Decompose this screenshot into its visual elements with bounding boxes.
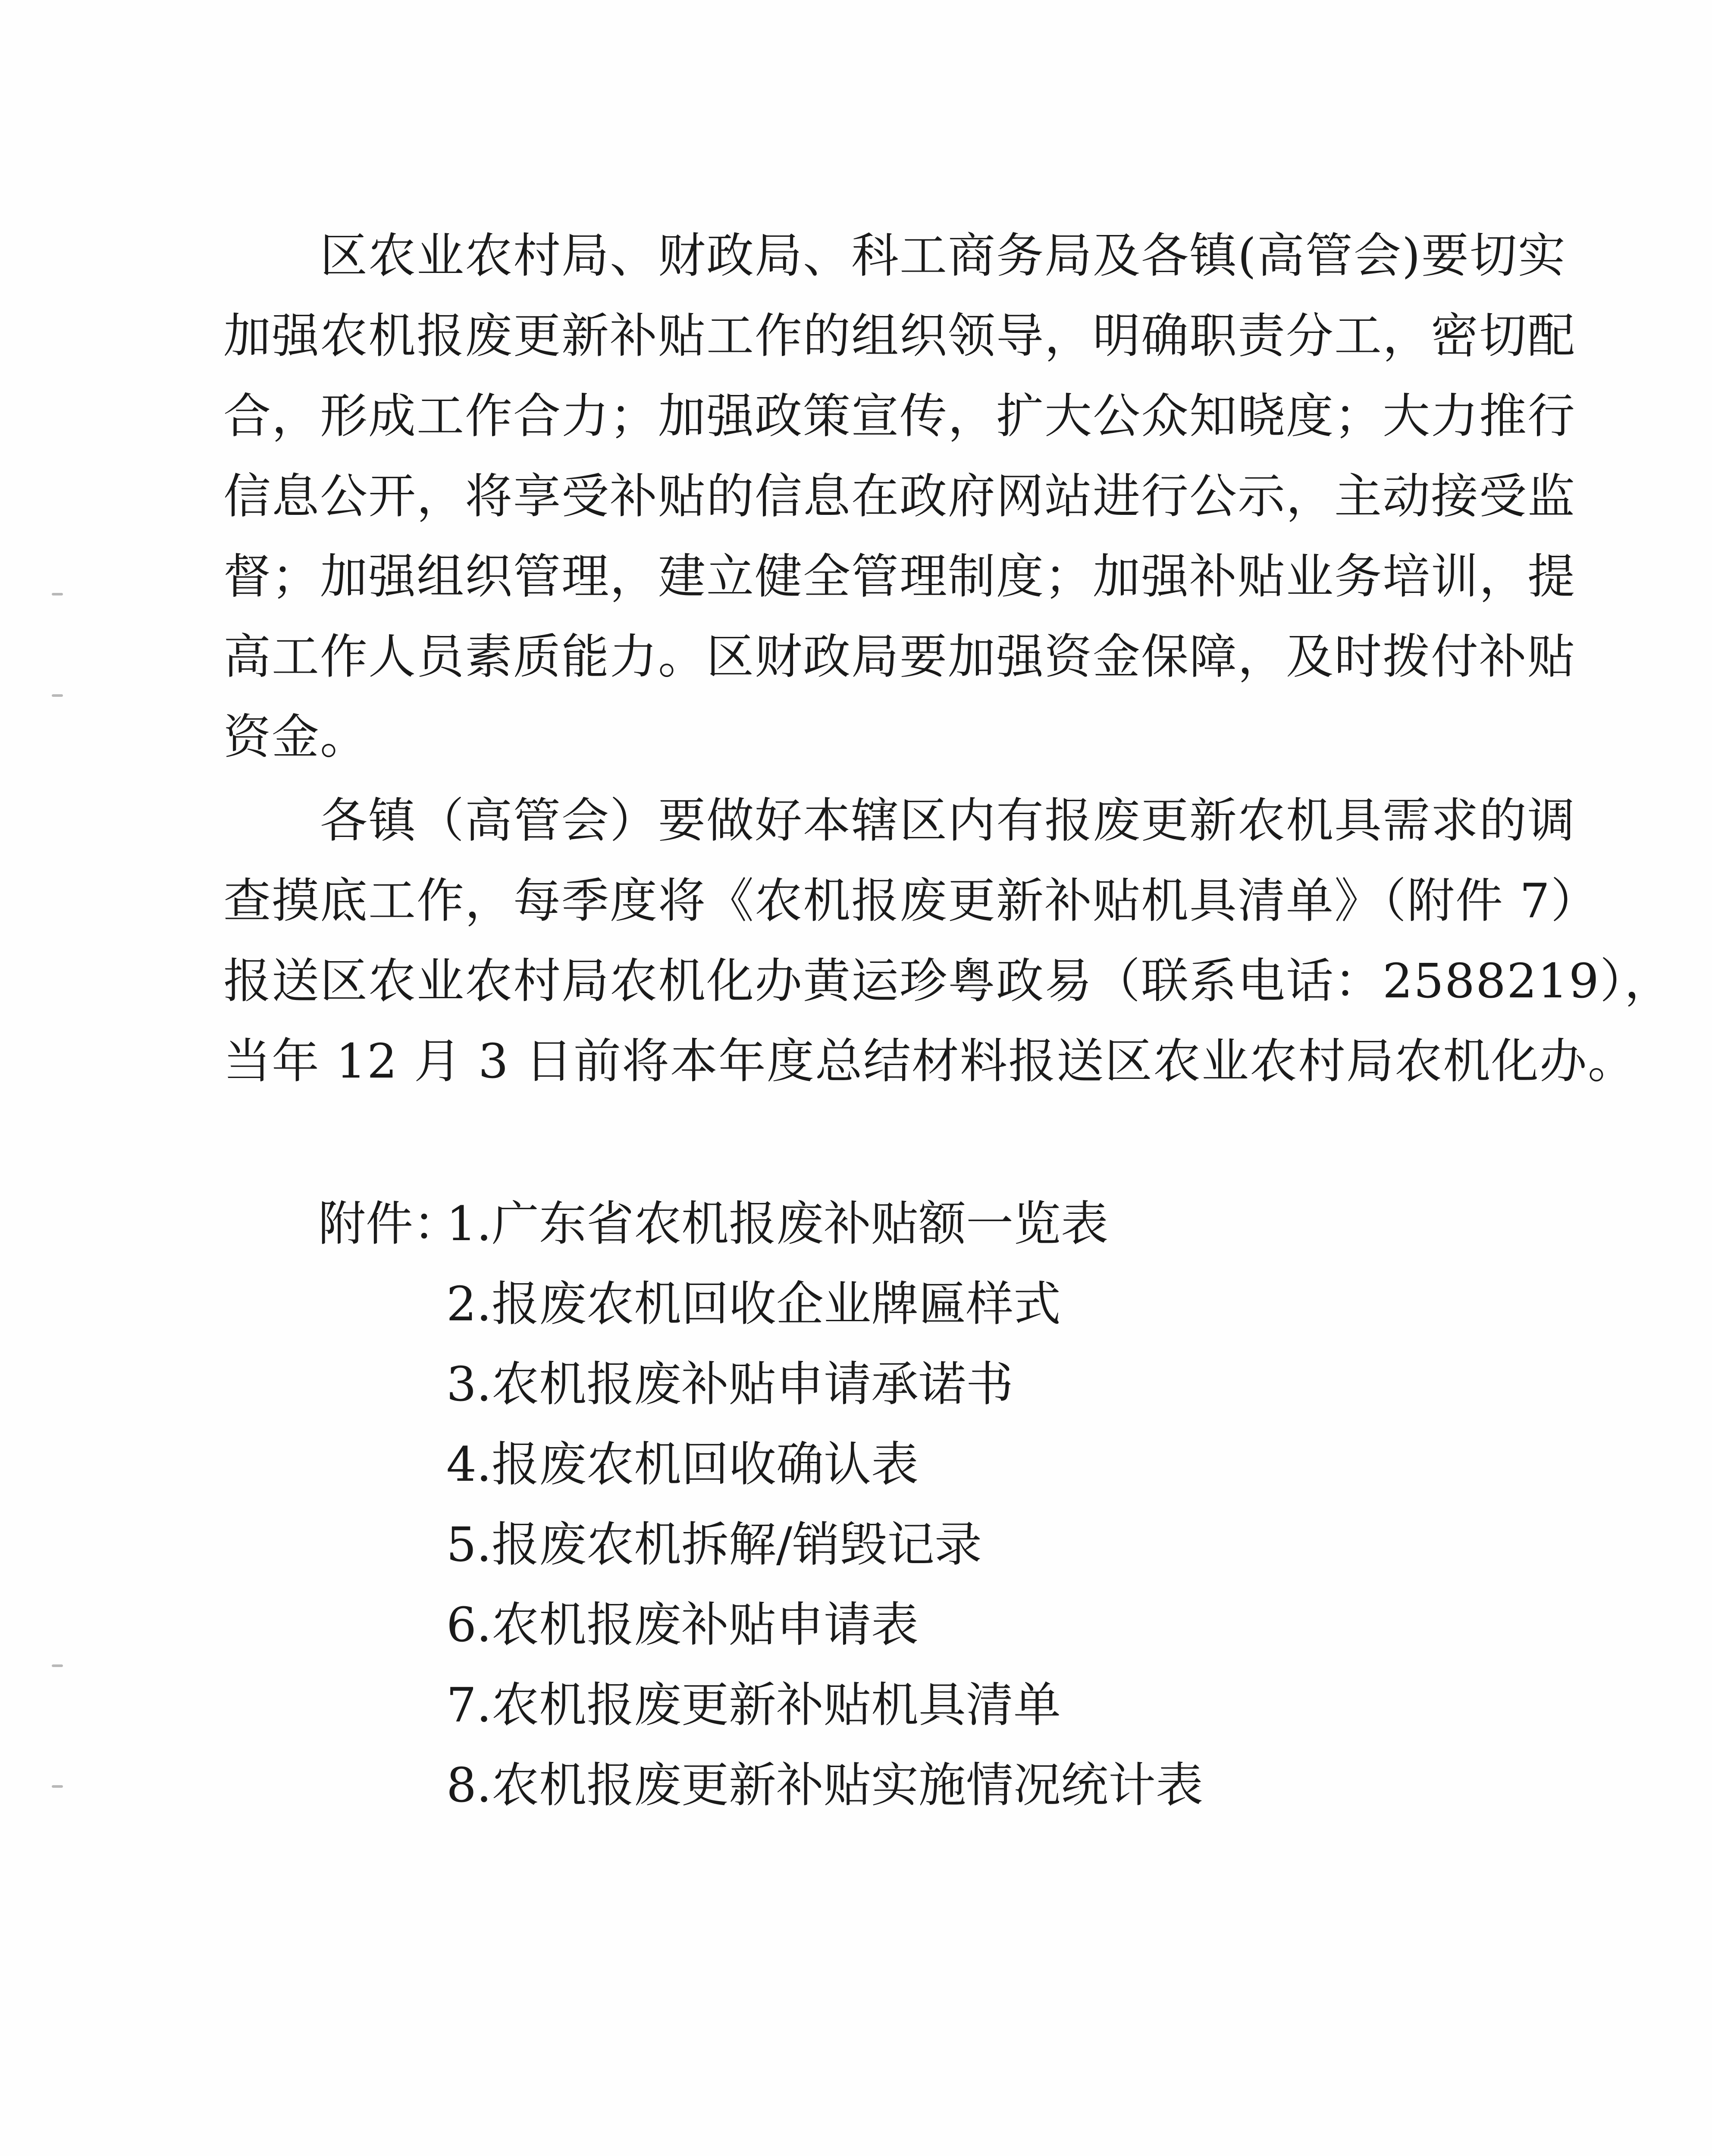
text-line: 信息公开，将享受补贴的信息在政府网站进行公示，主动接受监 [223,469,1576,524]
attachment-item: 2.报废农机回收企业牌匾样式 [446,1276,1061,1332]
attachment-item: 8.农机报废更新补贴实施情况统计表 [446,1758,1203,1813]
text-line: 督；加强组织管理，建立健全管理制度；加强补贴业务培训，提 [223,549,1576,604]
text-line: 资金。 [223,709,368,765]
text-line: 区农业农村局、财政局、科工商务局及各镇(高管会)要切实 [223,228,1566,283]
attachment-item: 1.广东省农机报废补贴额一览表 [446,1196,1108,1251]
attachment-item: 7.农机报废更新补贴机具清单 [446,1677,1061,1733]
scan-edge-mark [52,593,63,595]
scan-edge-mark [52,1785,63,1788]
paragraph-responsibilities [223,216,1576,777]
attachment-item: 5.报废农机拆解/销毁记录 [446,1517,982,1572]
attachment-item: 3.农机报废补贴申请承诺书 [446,1357,1013,1412]
attachments-list [446,1184,1203,1825]
text-line: 高工作人员素质能力。区财政局要加强资金保障，及时拨付补贴 [223,629,1576,684]
scan-edge-mark [52,694,63,697]
attachment-item: 4.报废农机回收确认表 [446,1437,919,1492]
text-line: 合，形成工作合力；加强政策宣传，扩大公众知晓度；大力推行 [223,389,1576,444]
text-line: 当年 12 月 3 日前将本年度总结材料报送区农业农村局农机化办。 [223,1034,1636,1089]
paragraph-survey-reporting [223,780,1673,1101]
text-line: 查摸底工作，每季度将《农机报废更新补贴机具清单》（附件 7） [223,873,1599,928]
attachment-item: 6.农机报废补贴申请表 [446,1597,919,1652]
text-line: 报送区农业农村局农机化办黄运珍粤政易（联系电话：2588219）， [223,953,1673,1009]
scan-edge-mark [52,1664,63,1667]
text-line: 加强农机报废更新补贴工作的组织领导，明确职责分工，密切配 [223,308,1576,364]
text-line: 各镇（高管会）要做好本辖区内有报废更新农机具需求的调 [223,793,1576,848]
attachments-label: 附件： [318,1196,461,1251]
